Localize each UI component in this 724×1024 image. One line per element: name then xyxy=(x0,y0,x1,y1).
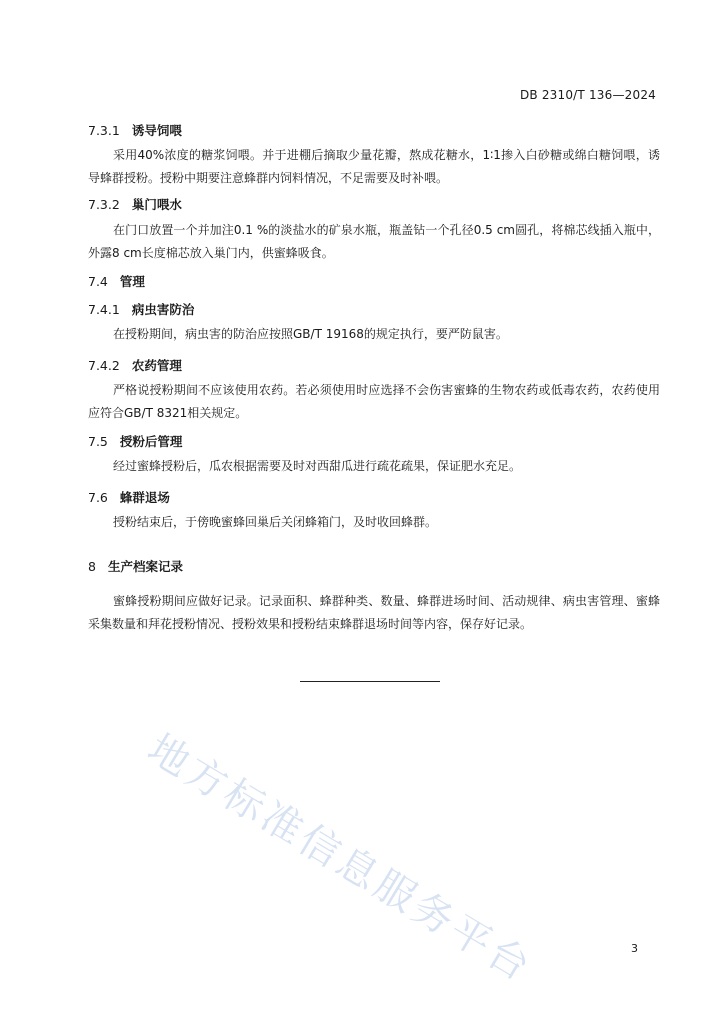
heading-7-3-1 xyxy=(88,121,182,139)
section-number: 7.3.2 xyxy=(88,197,120,212)
paragraph-7-5: 经过蜜蜂授粉后，瓜农根据需要及时对西甜瓜进行疏花疏果，保证肥水充足。 xyxy=(113,459,522,473)
section-number: 7.3.1 xyxy=(88,123,120,138)
paragraph-7-4-1: 在授粉期间，病虫害的防治应按照GB/T 19168的规定执行，要严防鼠害。 xyxy=(113,327,508,341)
section-number: 7.4.1 xyxy=(88,302,120,317)
section-title: 管理 xyxy=(119,274,145,289)
section-number: 7.4.2 xyxy=(88,358,120,373)
section-title: 生产档案记录 xyxy=(107,559,183,574)
heading-8 xyxy=(88,557,183,575)
section-title: 巢门喂水 xyxy=(131,197,182,212)
section-number: 7.6 xyxy=(88,490,108,505)
end-rule xyxy=(300,681,440,682)
paragraph-7-3-1: 采用40%浓度的糖浆饲喂。并于进棚后摘取少量花瓣，熬成花糖水，1∶1掺入白砂糖或绵白糖饲喂，诱导蜂群授粉。授粉中期要注意蜂群内饲料情况，不足需要及时补喂。 xyxy=(88,148,660,185)
document-code: DB 2310/T 136—2024 xyxy=(519,88,656,102)
section-number: 8 xyxy=(88,559,96,574)
heading-7-4-1 xyxy=(88,300,194,318)
section-title: 诱导饲喂 xyxy=(131,123,182,138)
section-number: 7.5 xyxy=(88,434,108,449)
section-title: 病虫害防治 xyxy=(131,302,195,317)
paragraph-7-3-2: 在门口放置一个并加注0.1 %的淡盐水的矿泉水瓶，瓶盖钻一个孔径0.5 cm圆孔，将棉芯线插入瓶中，外露8 cm长度棉芯放入巢门内，供蜜蜂吸食。 xyxy=(88,223,660,260)
heading-7-4 xyxy=(88,272,145,290)
section-title: 授粉后管理 xyxy=(119,434,183,449)
heading-7-3-2 xyxy=(88,195,182,213)
heading-7-6 xyxy=(88,488,170,506)
section-title: 农药管理 xyxy=(131,358,182,373)
watermark-text: 地方标准信息服务平台 xyxy=(139,725,541,992)
paragraph-8: 蜜蜂授粉期间应做好记录。记录面积、蜂群种类、数量、蜂群进场时间、活动规律、病虫害管理、蜜蜂采集数量和拜花授粉情况、授粉效果和授粉结束蜂群退场时间等内容，保存好记录。 xyxy=(88,594,660,631)
heading-7-5 xyxy=(88,432,182,450)
heading-7-4-2 xyxy=(88,356,182,374)
paragraph-7-6: 授粉结束后，于傍晚蜜蜂回巢后关闭蜂箱门，及时收回蜂群。 xyxy=(113,515,438,529)
page-number: 3 xyxy=(631,942,638,955)
section-number: 7.4 xyxy=(88,274,108,289)
paragraph-7-4-2: 严格说授粉期间不应该使用农药。若必须使用时应选择不会伤害蜜蜂的生物农药或低毒农药，农药使用应符合GB/T 8321相关规定。 xyxy=(88,383,660,420)
section-title: 蜂群退场 xyxy=(119,490,170,505)
